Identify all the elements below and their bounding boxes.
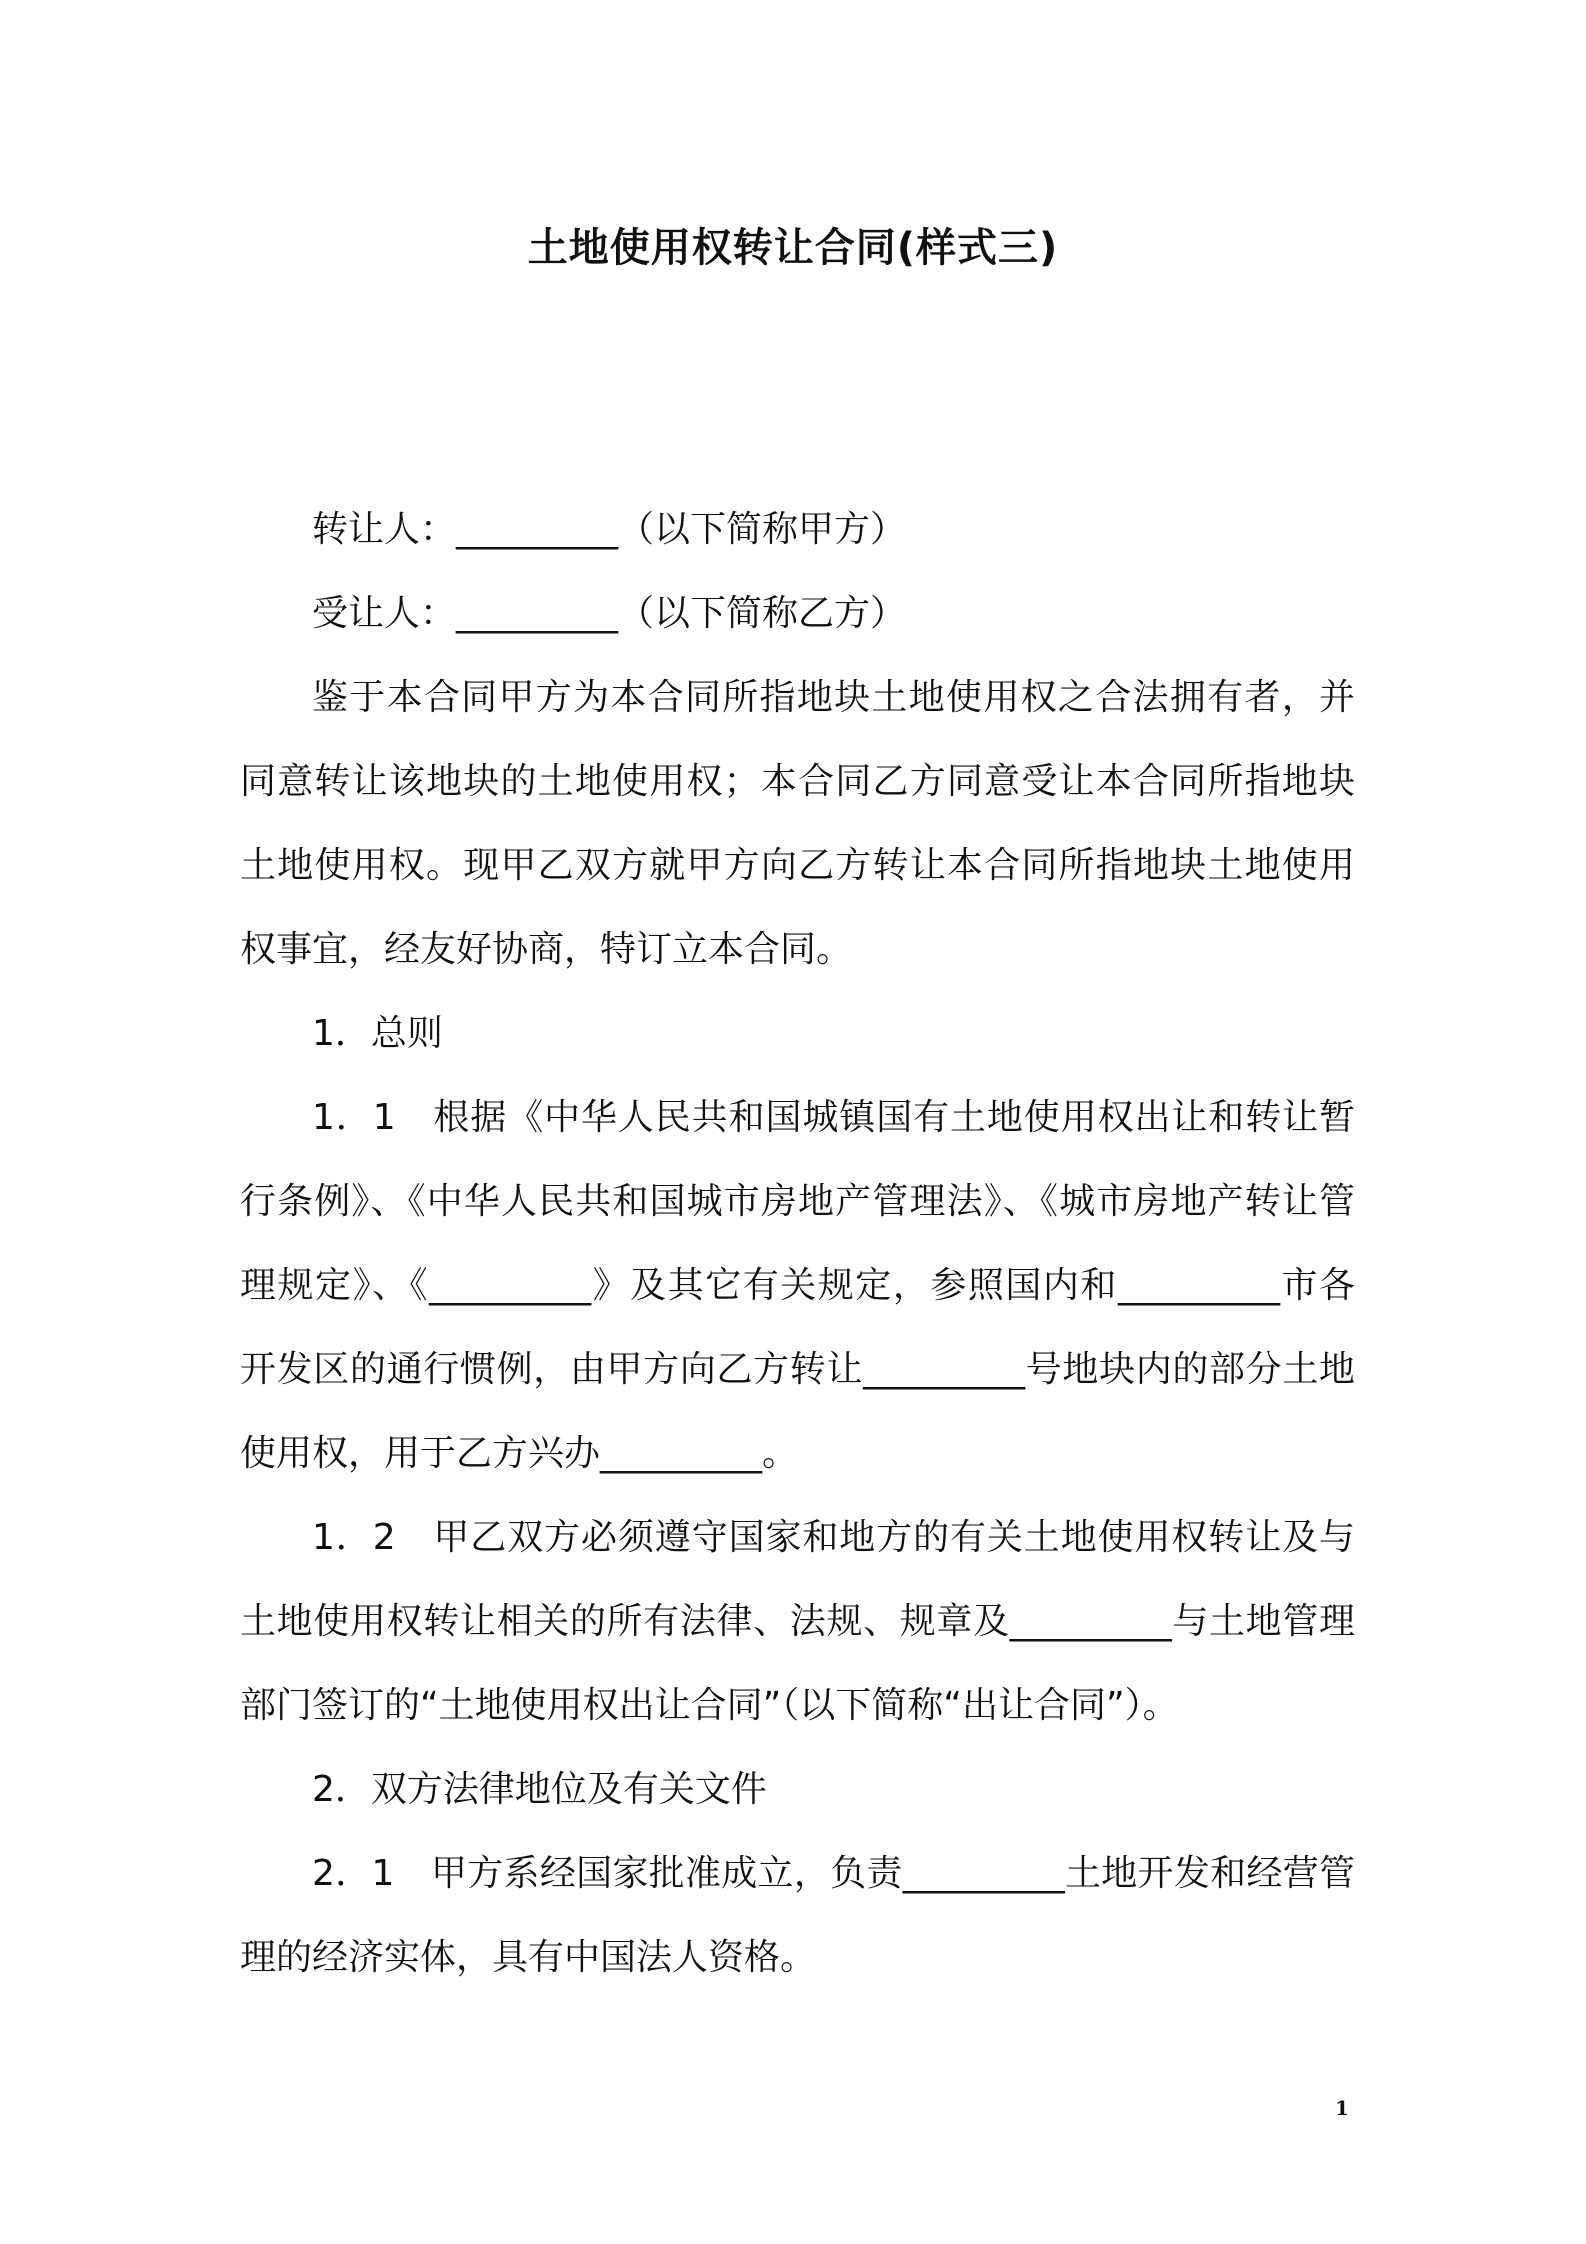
clause-1-1: 1．1 根据《中华人民共和国城镇国有土地使用权出让和转让暂行条例》、《中华人民共和国城市房地产管理法》、《城市房地产转让管理规定》、《_________》及其它有关规定，参照国内和_________市各开发区的通行惯例，由甲方向乙方转让_________号地块内的部分土地使用权，用于乙方兴办_________。 [240, 1097, 1355, 1474]
transferee-line: 受让人：_________（以下简称乙方） [312, 593, 907, 634]
clause-1-2: 1．2 甲乙双方必须遵守国家和地方的有关土地使用权转让及与土地使用权转让相关的所有法律、法规、规章及_________与土地管理部门签订的“土地使用权出让合同”（以下简称“出让合同”）。 [240, 1517, 1355, 1726]
clause-2-1: 2．1 甲方系经国家批准成立，负责_________土地开发和经营管理的经济实体，具有中国法人资格。 [240, 1853, 1355, 1978]
document-title: 土地使用权转让合同(样式三) [527, 225, 1059, 271]
page-number: 1 [1335, 2096, 1349, 2120]
transferor-line: 转让人：_________（以下简称甲方） [312, 509, 907, 550]
preamble-paragraph: 鉴于本合同甲方为本合同所指地块土地使用权之合法拥有者，并同意转让该地块的土地使用权；本合同乙方同意受让本合同所指地块土地使用权。现甲乙双方就甲方向乙方转让本合同所指地块土地使用权事宜，经友好协商，特订立本合同。 [240, 677, 1355, 970]
section-2-heading: 2．双方法律地位及有关文件 [312, 1769, 767, 1810]
section-1-heading: 1．总则 [312, 1013, 443, 1054]
document-body [240, 488, 1355, 2000]
